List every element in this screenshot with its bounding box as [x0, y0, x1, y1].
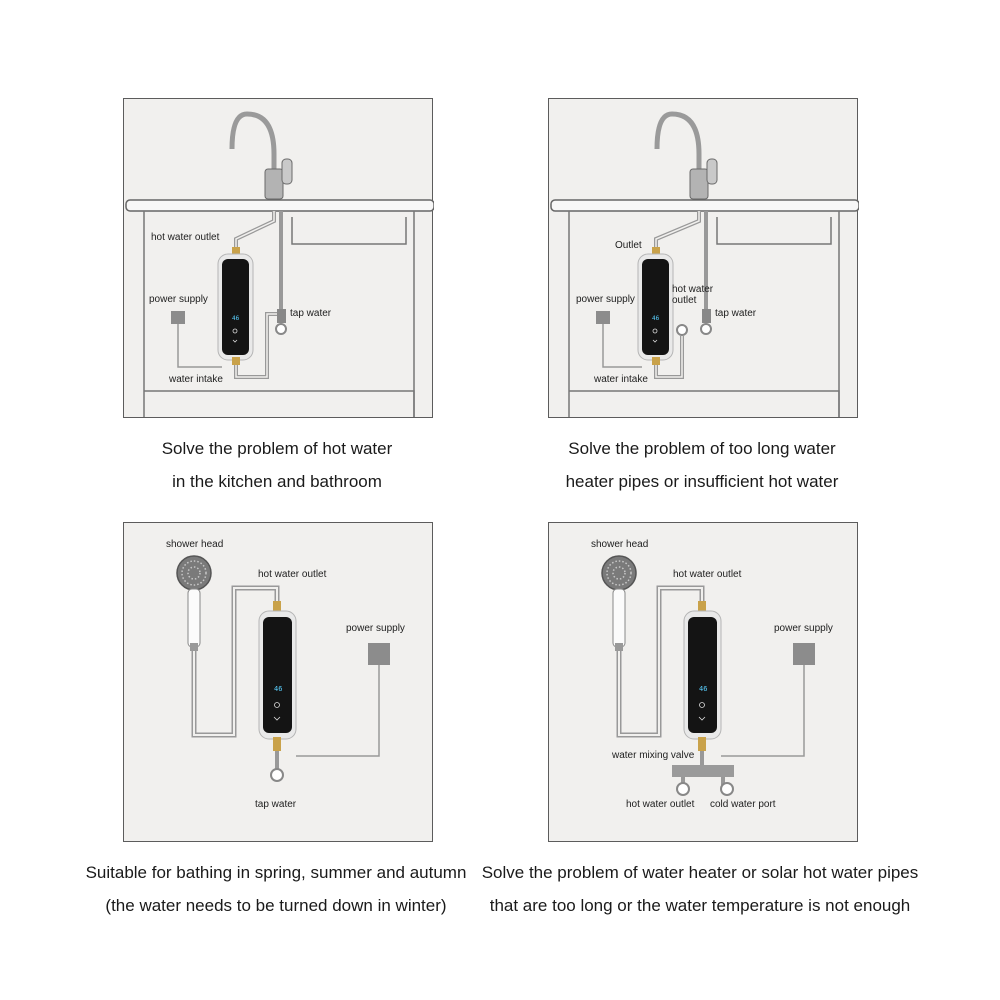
label-tap-water: tap water: [290, 308, 332, 319]
inlet-fitting: [698, 737, 706, 751]
caption-line-1: Solve the problem of water heater or solar hot water pipes: [481, 863, 919, 882]
heater-panel: [688, 617, 717, 733]
mixing-valve-body: [672, 765, 734, 777]
inlet-fitting: [652, 357, 660, 365]
power-supply-box: [596, 311, 610, 324]
power-cable: [721, 665, 804, 756]
power-cable: [178, 324, 222, 367]
label-water-mixing-valve: water mixing valve: [612, 750, 695, 761]
label-shower-head: shower head: [591, 539, 649, 550]
valve-ports: [683, 777, 723, 785]
caption-long-pipes: [467, 432, 937, 498]
kitchen-sink-diagram: [124, 99, 434, 419]
shower-handle: [188, 589, 200, 647]
label-hot-water-outlet: hot water outlet: [151, 232, 220, 243]
label-power-supply: power supply: [346, 623, 405, 634]
hot-water-pipe: [236, 211, 274, 254]
hot-water-port: [677, 783, 689, 795]
label-cold-water-port: cold water port: [710, 799, 776, 810]
caption-kitchen: [42, 432, 512, 498]
tap-water-inlet: [701, 324, 711, 334]
valve: [277, 309, 286, 323]
power-cable: [296, 665, 379, 756]
valve: [702, 309, 711, 323]
countertop: [551, 200, 859, 211]
cabinet-shelf: [569, 391, 839, 417]
power-supply-box: [171, 311, 185, 324]
label-hot-water-outlet: hot water outlet: [673, 569, 742, 580]
temperature-display: 46: [232, 315, 240, 322]
hot-water-outlet-port: [677, 325, 687, 335]
tap-water-inlet: [276, 324, 286, 334]
label-hot-water-outlet-port: hot water outlet: [626, 799, 695, 810]
label-hot-water-outlet: hot water outlet: [258, 569, 327, 580]
heater-panel: [263, 617, 292, 733]
sink-basin: [717, 217, 831, 244]
faucet-handle: [282, 159, 292, 184]
diagram-panel-kitchen: [123, 98, 433, 418]
caption-line-2: heater pipes or insufficient hot water: [565, 472, 839, 491]
power-supply-box: [368, 643, 390, 665]
label-hot-water-outlet-line2: outlet: [672, 295, 697, 306]
temperature-display: 46: [274, 685, 283, 693]
sink-basin: [292, 217, 406, 244]
label-water-intake: water intake: [594, 374, 648, 385]
diagram-panel-mixing-valve: [548, 522, 858, 842]
label-tap-water: tap water: [255, 799, 297, 810]
outlet-pipe: [656, 211, 699, 254]
heater-panel: [222, 259, 249, 355]
tap-water-inlet: [271, 769, 283, 781]
temperature-display: 46: [652, 315, 660, 322]
inlet-fitting: [273, 737, 281, 751]
diagram-panel-long-pipes: [548, 98, 858, 418]
label-outlet: Outlet: [615, 240, 642, 251]
inlet-fitting: [232, 357, 240, 365]
shower-handle: [613, 589, 625, 647]
caption-line-2: (the water needs to be turned down in winter): [105, 896, 447, 915]
faucet-handle: [707, 159, 717, 184]
label-power-supply: power supply: [576, 294, 635, 305]
label-water-intake: water intake: [169, 374, 223, 385]
cabinet-shelf: [144, 391, 414, 417]
heater-panel: [642, 259, 669, 355]
hose-connector: [190, 643, 198, 651]
caption-line-2: that are too long or the water temperature is not enough: [489, 896, 911, 915]
long-pipe-sink-diagram: [549, 99, 859, 419]
label-tap-water: tap water: [715, 308, 757, 319]
label-hot-water-outlet-line1: hot water: [672, 284, 714, 295]
cold-water-port: [721, 783, 733, 795]
faucet-body: [690, 169, 708, 199]
label-power-supply: power supply: [774, 623, 833, 634]
caption-shower: [41, 856, 511, 922]
caption-mixing-valve: [465, 856, 935, 922]
faucet-body: [265, 169, 283, 199]
diagram-panel-shower: [123, 522, 433, 842]
countertop: [126, 200, 434, 211]
caption-line-1: Suitable for bathing in spring, summer and autumn: [85, 863, 467, 882]
power-cable: [603, 324, 642, 367]
label-shower-head: shower head: [166, 539, 224, 550]
hose-connector: [615, 643, 623, 651]
caption-line-2: in the kitchen and bathroom: [172, 472, 382, 491]
power-supply-box: [793, 643, 815, 665]
caption-line-1: Solve the problem of too long water: [568, 439, 836, 458]
temperature-display: 46: [699, 685, 708, 693]
label-power-supply: power supply: [149, 294, 208, 305]
caption-line-1: Solve the problem of hot water: [161, 439, 393, 458]
